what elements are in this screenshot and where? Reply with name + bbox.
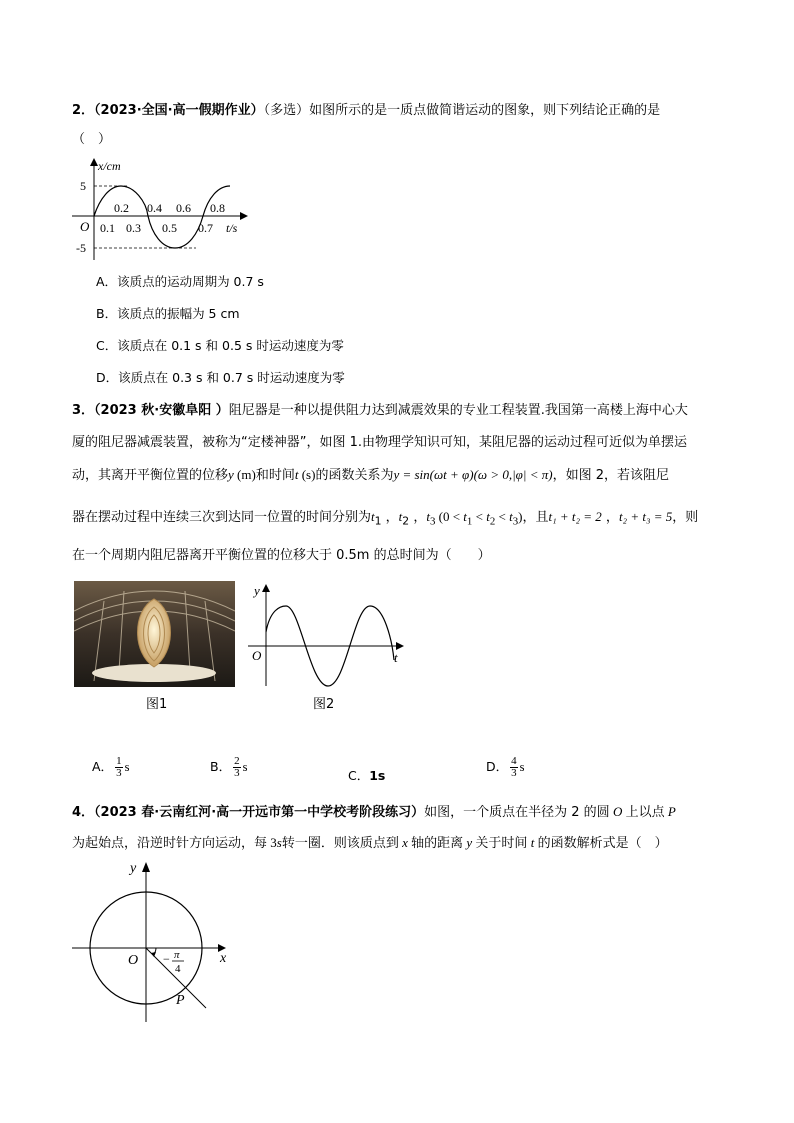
q2-tick-0.2: 0.2 bbox=[114, 201, 129, 215]
q3-option-b[interactable]: B． $\frac{2}{3}$ s bbox=[210, 755, 248, 779]
q2-ytop: 5 bbox=[80, 179, 86, 193]
q3-origin: O bbox=[252, 648, 262, 663]
q2-ylabel: x/cm bbox=[98, 159, 121, 173]
q4-angle-num: π bbox=[174, 949, 180, 961]
q2-xlabel: t/s bbox=[226, 221, 238, 235]
q4-angle-den: 4 bbox=[175, 963, 181, 975]
q4-line1: 4．（2023 春·云南红河·高一开远市第一中学校考阶段练习）如图，一个质点在半径为 2 的圆 O 上以点 P bbox=[72, 804, 676, 820]
q2-option-d[interactable]: D．该质点在 0.3 s 和 0.7 s 时运动速度为零 bbox=[96, 370, 345, 385]
q3-sine-graph bbox=[242, 580, 407, 688]
q4-line2: 为起始点，沿逆时针方向运动，每 3s转一圈．则该质点到 x 轴的距离 y 关于时间 t 的函数解析式是（ ） bbox=[72, 835, 668, 851]
q3-line1: 3．（2023 秋·安徽阜阳 ）阻尼器是一种以提供阻力达到减震效果的专业工程装置.我国第一高楼上海中心大 bbox=[72, 403, 688, 418]
q2-paren: （ ） bbox=[72, 132, 112, 147]
fig1-caption: 图1 bbox=[146, 697, 168, 712]
q2-tick-0.8: 0.8 bbox=[210, 201, 225, 215]
q3-line5: 在一个周期内阻尼器离开平衡位置的位移大于 0.5m 的总时间为（ ） bbox=[72, 548, 491, 563]
fig2-caption: 图2 bbox=[313, 697, 335, 712]
q2-tick-0.1: 0.1 bbox=[100, 221, 115, 235]
q4-point-p: P bbox=[176, 993, 185, 1008]
q2-ybottom: -5 bbox=[76, 241, 86, 255]
q4-xlabel: x bbox=[220, 951, 227, 966]
q2-option-c[interactable]: C．该质点在 0.1 s 和 0.5 s 时运动速度为零 bbox=[96, 338, 344, 353]
q2-option-b[interactable]: B．该质点的振幅为 5 cm bbox=[96, 306, 240, 321]
q2-tick-0.3: 0.3 bbox=[126, 221, 141, 235]
q4-ylabel: y bbox=[130, 861, 137, 876]
q4-angle-sign: − bbox=[163, 952, 170, 966]
q3-line2: 厦的阻尼器减震装置，被称为“定楼神器”，如图 1.由物理学知识可知，某阻尼器的运动过程可近似为单摆运 bbox=[72, 435, 688, 450]
q2-tick-0.6: 0.6 bbox=[176, 201, 191, 215]
q3-option-a[interactable]: A． $\frac{1}{3}$ s bbox=[92, 755, 130, 779]
q2-tick-0.7: 0.7 bbox=[198, 221, 213, 235]
q2-sine-graph bbox=[70, 156, 260, 264]
q3-xlabel: t bbox=[394, 650, 398, 665]
q3-line4: 器在摆动过程中连续三次到达同一位置的时间分别为$t_1$ ，$t_2$ ，$t_3$ $(0 < t_1 < t_2 < t_3)$，且t₁ + t₂ = 2 ，t₂ + t₃ = 5，则 bbox=[72, 509, 699, 528]
q3-ylabel: y bbox=[254, 583, 260, 598]
q2-origin: O bbox=[80, 219, 90, 234]
q4-circle-graph bbox=[70, 856, 240, 1026]
q2-tick-0.4: 0.4 bbox=[147, 201, 162, 215]
damper-photo bbox=[74, 581, 235, 687]
q2-option-a[interactable]: A．该质点的运动周期为 0.7 s bbox=[96, 274, 264, 289]
q2-tick-0.5: 0.5 bbox=[162, 221, 177, 235]
q3-option-c[interactable]: C．1s bbox=[348, 768, 386, 783]
q3-line3: 动，其离开平衡位置的位移y (m)和时间t (s)的函数关系为y = sin(ωt + φ)(ω > 0,|φ| < π)，如图 2，若该阻尼 bbox=[72, 467, 669, 483]
q3-option-d[interactable]: D． $\frac{4}{3}$ s bbox=[486, 755, 525, 779]
q2-stem: 2．（2023·全国·高一假期作业）（多选）如图所示的是一质点做简谐运动的图象，则下列结论正确的是 bbox=[72, 103, 661, 118]
q4-origin: O bbox=[128, 953, 139, 968]
